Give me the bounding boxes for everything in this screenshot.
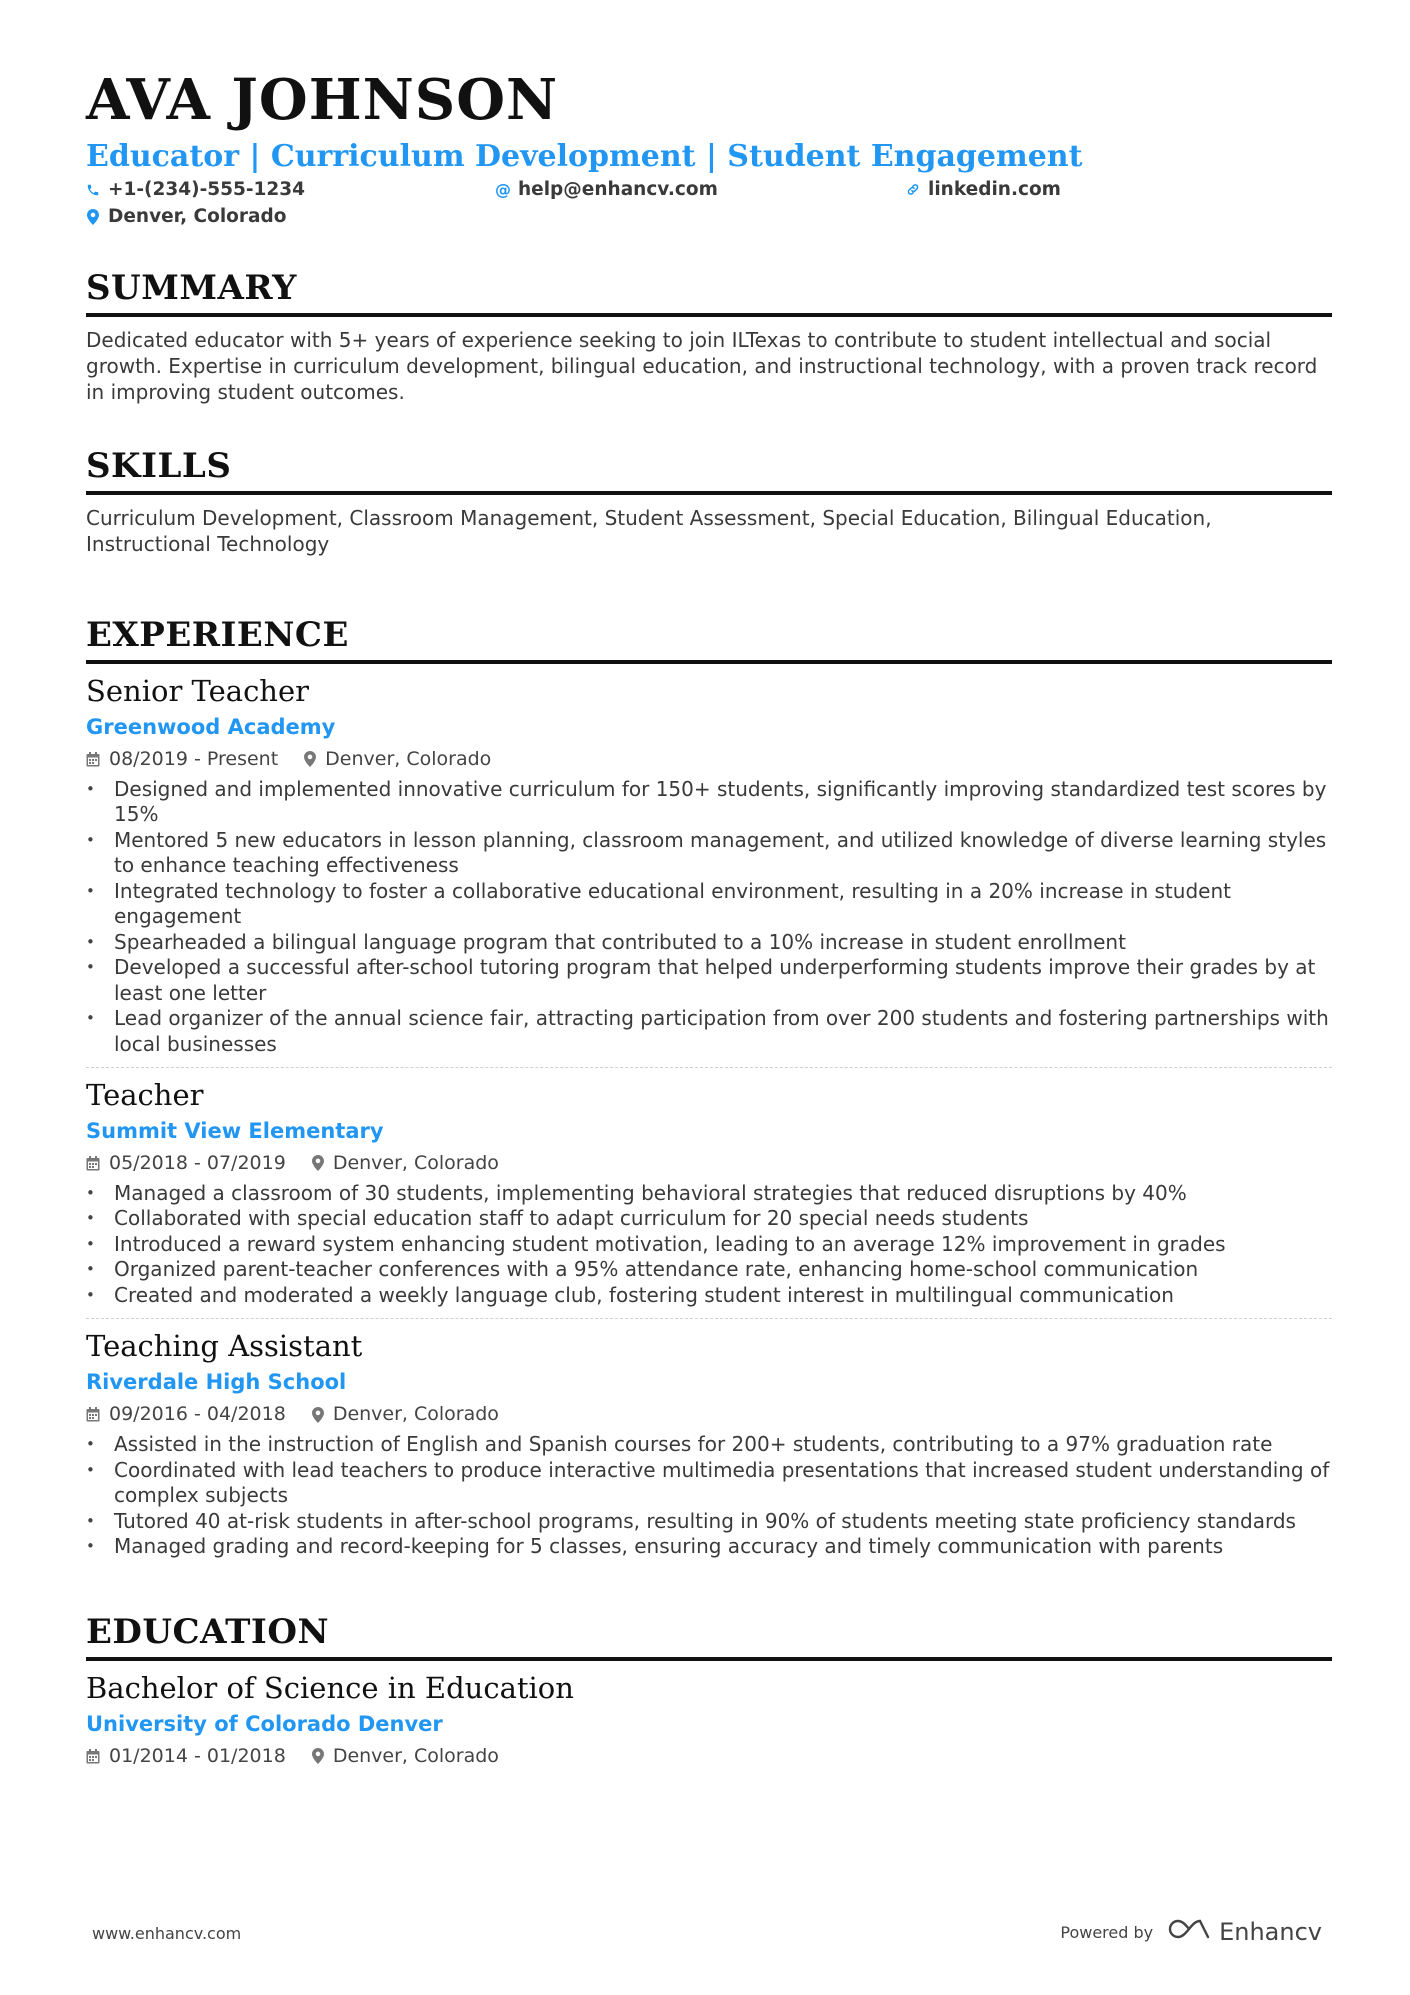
job-role: Teacher xyxy=(86,1078,204,1113)
headline: Educator | Curriculum Development | Student Engagement xyxy=(86,139,1083,174)
bullet-item: • Managed grading and record-keeping for 5 classes, ensuring accuracy and timely communication with parents xyxy=(86,1534,1332,1560)
phone-icon xyxy=(86,182,100,198)
skills-section xyxy=(86,446,1332,557)
calendar-icon xyxy=(86,1156,100,1171)
education-title: EDUCATION xyxy=(86,1612,1332,1661)
education-meta xyxy=(86,1745,1332,1768)
summary-section xyxy=(86,268,1332,405)
divider xyxy=(86,1067,1332,1068)
powered-by-label: Powered by xyxy=(1060,1922,1154,1942)
job-meta xyxy=(86,1403,1332,1426)
location-pin-icon xyxy=(312,1407,324,1423)
infinity-icon xyxy=(1167,1918,1211,1946)
bullet-item: • Integrated technology to foster a collaborative educational environment, resulting in a 20% increase in student engagement xyxy=(86,879,1332,930)
contact-location xyxy=(86,206,286,227)
location-pin-icon xyxy=(312,1748,324,1764)
enhancv-logo[interactable] xyxy=(1167,1918,1322,1946)
job-meta xyxy=(86,1152,1332,1175)
education-section xyxy=(86,1612,1332,1768)
contact-info xyxy=(86,179,1332,233)
footer xyxy=(92,1918,1322,1948)
brand-name: Enhancv xyxy=(1219,1918,1322,1946)
contact-email[interactable] xyxy=(496,179,718,200)
job-location: Denver, Colorado xyxy=(325,747,492,770)
resume-page xyxy=(86,67,1332,1767)
contact-linkedin[interactable] xyxy=(906,179,1061,200)
education-location: Denver, Colorado xyxy=(332,1744,499,1767)
degree-title: Bachelor of Science in Education xyxy=(86,1670,574,1705)
education-dates: 01/2014 - 01/2018 xyxy=(109,1744,286,1767)
job-meta xyxy=(86,748,1332,771)
job-entry xyxy=(86,1329,1332,1559)
summary-text: Dedicated educator with 5+ years of experience seeking to join ILTexas to contribute to student intellectual and social growth. Expertise in curriculum development, bilingual education, and instructional technology, with a proven track record in improving student outcomes. xyxy=(86,327,1318,404)
divider xyxy=(86,1318,1332,1319)
bullet-item: • Created and moderated a weekly language club, fostering student interest in multilingual communication xyxy=(86,1283,1332,1309)
email-text: help@enhancv.com xyxy=(518,179,718,200)
bullet-item: • Tutored 40 at-risk students in after-school programs, resulting in 90% of students meeting state proficiency standards xyxy=(86,1509,1332,1535)
job-location: Denver, Colorado xyxy=(332,1152,499,1175)
job-role: Teaching Assistant xyxy=(86,1329,363,1364)
location-pin-icon xyxy=(86,209,100,225)
school-name: University of Colorado Denver xyxy=(86,1711,443,1736)
bullet-item: • Lead organizer of the annual science fair, attracting participation from over 200 students and fostering partnerships with local businesses xyxy=(86,1006,1332,1057)
bullet-item: • Collaborated with special education staff to adapt curriculum for 20 special needs students xyxy=(86,1206,1332,1232)
bullet-item: • Developed a successful after-school tutoring program that helped underperforming students improve their grades by at least one letter xyxy=(86,955,1332,1006)
powered-by xyxy=(1060,1918,1322,1946)
bullet-item: • Introduced a reward system enhancing student motivation, leading to an average 12% improvement in grades xyxy=(86,1232,1332,1258)
experience-title: EXPERIENCE xyxy=(86,615,1332,664)
location-text: Denver, Colorado xyxy=(108,206,287,227)
job-bullets xyxy=(86,777,1332,1058)
job-location: Denver, Colorado xyxy=(332,1403,499,1426)
phone-text: +1-(234)-555-1234 xyxy=(108,179,306,200)
job-dates: 05/2018 - 07/2019 xyxy=(109,1152,286,1175)
location-pin-icon xyxy=(304,751,316,767)
summary-title: SUMMARY xyxy=(86,268,1332,317)
calendar-icon xyxy=(86,752,100,767)
job-entry xyxy=(86,1078,1332,1319)
job-entry xyxy=(86,674,1332,1068)
contact-phone[interactable] xyxy=(86,179,305,200)
bullet-item: • Spearheaded a bilingual language program that contributed to a 10% increase in student enrollment xyxy=(86,930,1332,956)
bullet-item: • Designed and implemented innovative curriculum for 150+ students, significantly improving standardized test scores by 15% xyxy=(86,777,1332,828)
candidate-name: AVA JOHNSON xyxy=(86,67,559,133)
bullet-item: • Mentored 5 new educators in lesson planning, classroom management, and utilized knowledge of diverse learning styles to enhance teaching effectiveness xyxy=(86,828,1332,879)
job-dates: 08/2019 - Present xyxy=(109,747,279,770)
footer-url[interactable]: www.enhancv.com xyxy=(92,1924,242,1943)
bullet-item: • Organized parent-teacher conferences with a 95% attendance rate, enhancing home-school communication xyxy=(86,1257,1332,1283)
job-company: Greenwood Academy xyxy=(86,714,336,739)
job-bullets xyxy=(86,1181,1332,1309)
skills-title: SKILLS xyxy=(86,446,1332,495)
linkedin-text: linkedin.com xyxy=(928,179,1061,200)
bullet-item: • Assisted in the instruction of English and Spanish courses for 200+ students, contributing to a 97% graduation rate xyxy=(86,1432,1332,1458)
calendar-icon xyxy=(86,1749,100,1764)
location-pin-icon xyxy=(312,1155,324,1171)
job-company: Riverdale High School xyxy=(86,1370,347,1395)
bullet-item: • Managed a classroom of 30 students, implementing behavioral strategies that reduced disruptions by 40% xyxy=(86,1181,1332,1207)
skills-text: Curriculum Development, Classroom Management, Student Assessment, Special Education, Bilingual Education, Instructional Technology xyxy=(86,505,1212,556)
experience-section xyxy=(86,615,1332,1560)
link-icon xyxy=(906,182,920,198)
calendar-icon xyxy=(86,1407,100,1422)
job-bullets xyxy=(86,1432,1332,1560)
job-role: Senior Teacher xyxy=(86,673,310,708)
job-company: Summit View Elementary xyxy=(86,1118,384,1143)
at-icon: @ xyxy=(495,180,511,199)
bullet-item: • Coordinated with lead teachers to produce interactive multimedia presentations that increased student understanding of complex subjects xyxy=(86,1458,1332,1509)
job-dates: 09/2016 - 04/2018 xyxy=(109,1403,286,1426)
